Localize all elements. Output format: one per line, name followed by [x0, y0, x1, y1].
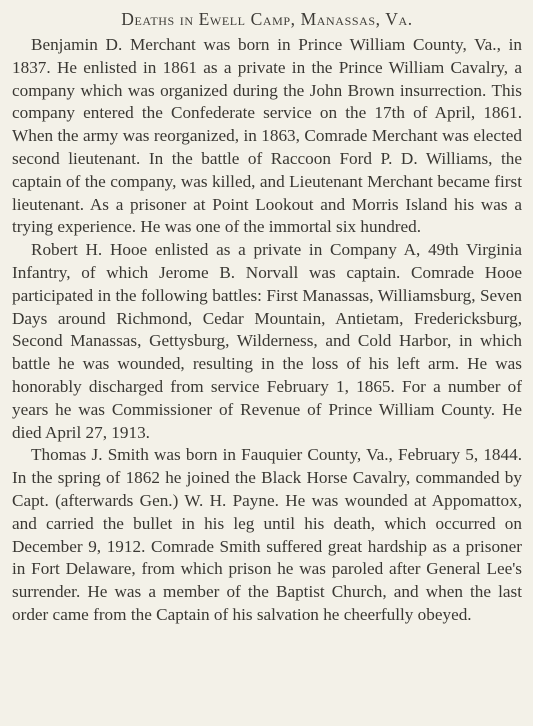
paragraph-hooe: Robert H. Hooe enlisted as a private in Company A, 49th Virginia Infantry, of which Jerome B. Norvall was captain. Comrade Hooe participated in the following battles: First Manassas, Williamsburg, Seven Days around Richmond, Cedar Mountain, Antietam, Fredericksburg, Second Manassas, Gettysburg, Wilderness, and Cold Harbor, in which battle he was wounded, resulting in the loss of his left arm. He was honorably discharged from service February 1, 1865. For a number of years he was Commissioner of Revenue of Prince William County. He died April 27, 1913. [12, 240, 522, 442]
document-page [12, 0, 522, 627]
paragraph-smith: Thomas J. Smith was born in Fauquier County, Va., February 5, 1844. In the spring of 1862 he joined the Black Horse Cavalry, commanded by Capt. (afterwards Gen.) W. H. Payne. He was wounded at Appomattox, and carried the bullet in his leg until his death, which occurred on December 9, 1912. Comrade Smith suffered great hardship as a prisoner in Fort Delaware, from which prison he was paroled after General Lee's surrender. He was a member of the Baptist Church, and when the last order came from the Captain of his salvation he cheerfully obeyed. [12, 445, 522, 624]
page-heading: Deaths in Ewell Camp, Manassas, Va. [121, 9, 413, 29]
paragraph-merchant: Benjamin D. Merchant was born in Prince William County, Va., in 1837. He enlisted in 1861 as a private in the Prince William Cavalry, a company which was organized during the John Brown insurrection. This company entered the Confederate service on the 17th of April, 1861. When the army was reorganized, in 1863, Comrade Merchant was elected second lieutenant. In the battle of Raccoon Ford P. D. Williams, the captain of the company, was killed, and Lieutenant Merchant became first lieutenant. As a prisoner at Point Lookout and Morris Island his was a trying experience. He was one of the immortal six hundred. [12, 35, 522, 237]
